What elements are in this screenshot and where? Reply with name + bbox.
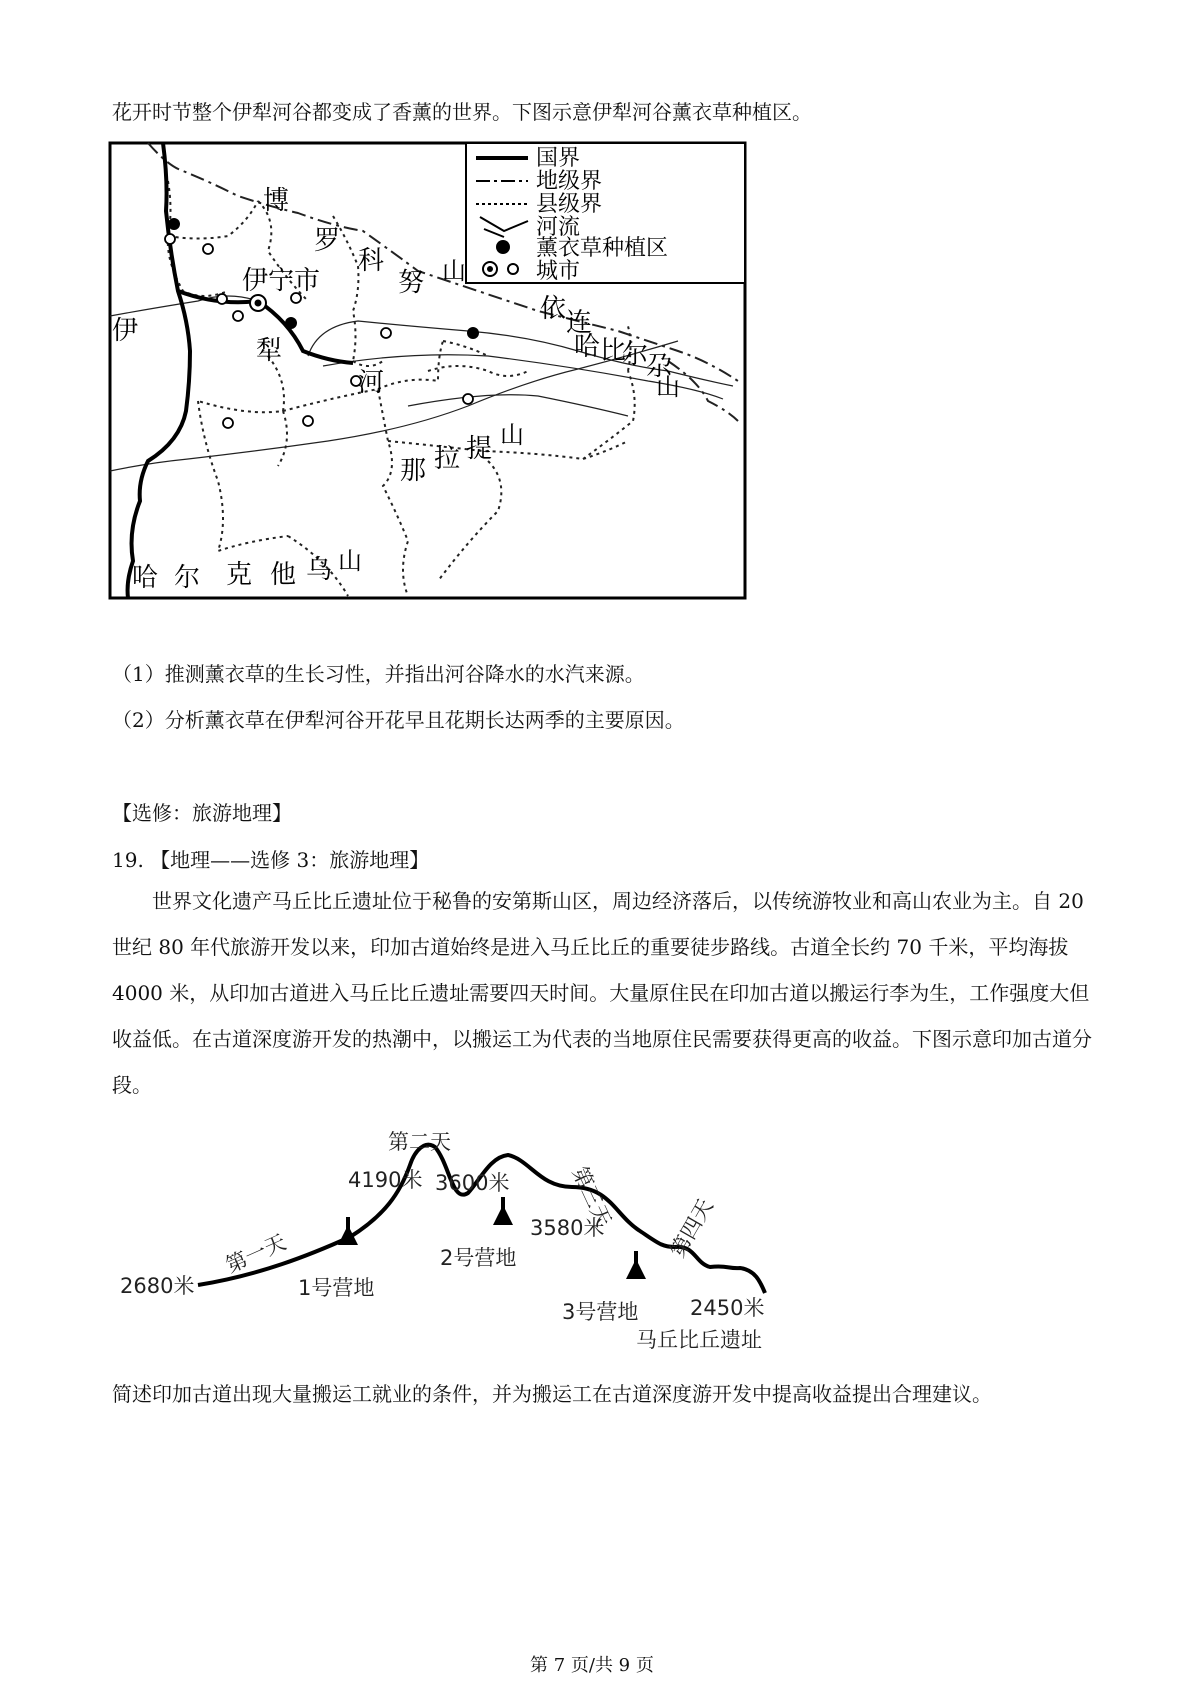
section-header: 【选修：旅游地理】 — [112, 801, 292, 825]
label-yining: 伊宁市 — [242, 266, 321, 296]
question-19-header: 19. 【地理——选修 3：旅游地理】 — [112, 848, 430, 872]
label-shan1: 山 — [442, 257, 466, 285]
question-2: （2）分析薰衣草在伊犁河谷开花早且花期长达两季的主要原因。 — [112, 708, 685, 732]
label-ke2: 克 — [226, 560, 253, 590]
inca-trail-profile — [110, 1125, 870, 1365]
label-wu: 乌 — [306, 555, 333, 585]
yining-city — [250, 295, 266, 311]
camp3-label: 3号营地 — [562, 1300, 639, 1324]
passage-text: 世界文化遗产马丘比丘遗址位于秘鲁的安第斯山区，周边经济落后，以传统游牧业和高山农业为主。自 20 世纪 80 年代旅游开发以来，印加古道始终是进入马丘比丘的重要徒步路线。古道全长约 70 千米，平均海拔 4000 米，从印加古道进入马丘比丘遗址需要四天时间。大量原住民在印加古道以搬运行李为生，工作强度大但收益低。在古道深度游开发的热潮中，以搬运工为代表的当地原住民需要获得更高的收益。下图示意印加古道分段。 — [112, 889, 1092, 1097]
legend-lavender: 薰衣草种植区 — [536, 236, 669, 261]
label-ga: 尕 — [646, 352, 673, 382]
label-er: 尔 — [622, 340, 649, 370]
site-label: 马丘比丘遗址 — [636, 1328, 762, 1352]
label-na: 那 — [400, 456, 427, 486]
camp2-label: 2号营地 — [440, 1246, 517, 1270]
label-yi-left: 伊 — [112, 316, 139, 346]
label-lian: 连 — [566, 308, 593, 338]
label-nu: 努 — [398, 268, 425, 298]
label-shan2: 山 — [656, 373, 680, 401]
label-bo: 博 — [263, 186, 290, 216]
elev-end: 2450米 — [690, 1296, 765, 1320]
label-ke: 科 — [358, 246, 385, 276]
legend-national: 国界 — [536, 146, 581, 171]
legend-county: 县级界 — [536, 192, 603, 217]
yili-valley-map — [108, 141, 748, 603]
elev-3: 3580米 — [530, 1216, 605, 1240]
label-day2: 第二天 — [388, 1130, 451, 1154]
question-1: （1）推测薰衣草的生长习性，并指出河谷降水的水汽来源。 — [112, 662, 645, 686]
label-ha2: 哈 — [132, 563, 159, 593]
label-ta: 他 — [270, 560, 297, 590]
question-19: 简述印加古道出现大量搬运工就业的条件，并为搬运工在古道深度游开发中提高收益提出合理建议。 — [112, 1382, 992, 1406]
label-yi2: 依 — [540, 294, 567, 324]
label-ha: 哈 — [574, 332, 601, 362]
label-er2: 尔 — [174, 563, 201, 593]
label-yili-li: 犁 — [256, 336, 283, 366]
label-shan3: 山 — [500, 421, 524, 449]
trail-line — [198, 1145, 765, 1293]
label-day4: 第四天 — [665, 1194, 718, 1262]
label-yili-he: 河 — [358, 368, 385, 398]
camp1-label: 1号营地 — [298, 1276, 375, 1300]
intro-line: 花开时节整个伊犁河谷都变成了香薰的世界。下图示意伊犁河谷薰衣草种植区。 — [112, 100, 812, 124]
label-la: 拉 — [434, 444, 461, 474]
legend-city: 城市 — [536, 259, 581, 284]
page-footer: 第 7 页/共 9 页 — [530, 1655, 654, 1676]
elev-start: 2680米 — [120, 1274, 195, 1298]
label-ti: 提 — [466, 434, 493, 464]
label-day1: 第一天 — [222, 1230, 290, 1278]
elev-2: 3600米 — [435, 1171, 510, 1195]
map-legend — [466, 143, 745, 284]
label-day3: 第三天 — [567, 1162, 616, 1231]
elev-peak: 4190米 — [348, 1168, 423, 1192]
legend-river: 河流 — [536, 215, 581, 240]
label-shan4: 山 — [338, 547, 362, 575]
passage — [112, 878, 1102, 1108]
label-luo: 罗 — [314, 226, 341, 256]
legend-prefecture: 地级界 — [536, 169, 603, 194]
label-bi: 比 — [600, 336, 627, 366]
